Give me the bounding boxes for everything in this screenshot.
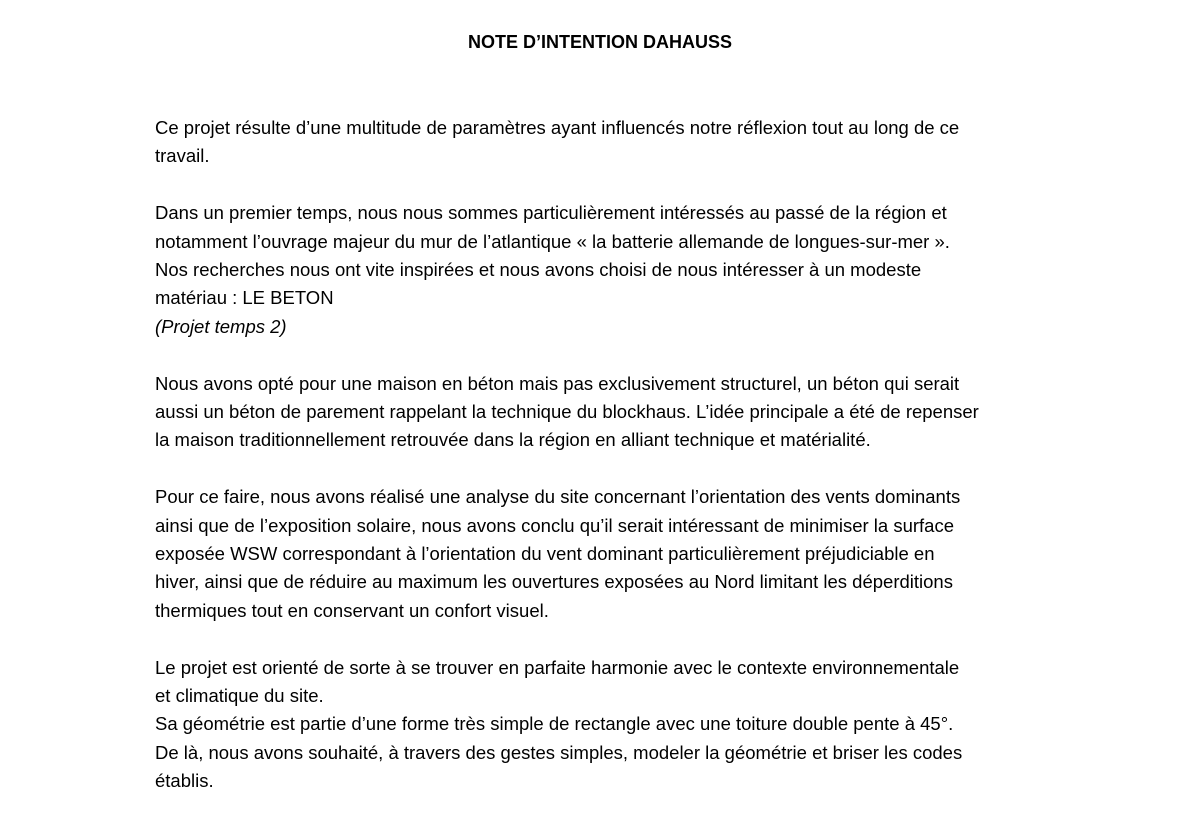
paragraph-line: thermiques tout en conservant un confort visuel.	[155, 599, 549, 621]
paragraph-line: De là, nous avons souhaité, à travers des gestes simples, modeler la géométrie et briser les codes	[155, 741, 963, 763]
document-title: NOTE D’INTENTION DAHAUSS	[467, 32, 732, 52]
paragraph-history	[155, 199, 1050, 341]
paragraph-orientation	[155, 654, 1050, 796]
paragraph-line: Nos recherches nous ont vite inspirées et nous avons choisi de nous intéresser à un modeste	[155, 259, 922, 281]
paragraph-site-analysis	[155, 483, 1050, 625]
paragraph-line: aussi un béton de parement rappelant la technique du blockhaus. L’idée principale a été de repenser	[155, 401, 979, 423]
paragraph-line: ainsi que de l’exposition solaire, nous avons conclu qu’il serait intéressant de minimiser la surface	[155, 514, 954, 536]
paragraph-note: (Projet temps 2)	[155, 315, 287, 337]
paragraph-line: Le projet est orienté de sorte à se trouver en parfaite harmonie avec le contexte environnementale	[155, 656, 960, 678]
paragraph-line: Dans un premier temps, nous nous sommes particulièrement intéressés au passé de la région et	[155, 202, 947, 224]
paragraph-line: hiver, ainsi que de réduire au maximum les ouvertures exposées au Nord limitant les déperditions	[155, 571, 953, 593]
paragraph-line: et climatique du site.	[155, 685, 324, 707]
paragraph-line: matériau : LE BETON	[155, 287, 334, 309]
paragraph-line: Sa géométrie est partie d’une forme très simple de rectangle avec une toiture double pente à 45°.	[155, 713, 954, 735]
document-body	[155, 114, 1050, 824]
paragraph-line: Nous avons opté pour une maison en béton mais pas exclusivement structurel, un béton qui serait	[155, 372, 960, 394]
paragraph-line: la maison traditionnellement retrouvée dans la région en alliant technique et matérialité.	[155, 429, 871, 451]
paragraph-line: Pour ce faire, nous avons réalisé une analyse du site concernant l’orientation des vents dominants	[155, 486, 961, 508]
paragraph-line: exposée WSW correspondant à l’orientation du vent dominant particulièrement préjudiciable en	[155, 543, 935, 565]
paragraph-intro	[155, 114, 1050, 171]
paragraph-line: établis.	[155, 770, 214, 792]
paragraph-concept	[155, 370, 1050, 455]
paragraph-line: Ce projet résulte d’une multitude de paramètres ayant influencés notre réflexion tout au long de ce	[155, 117, 960, 138]
paragraph-line: travail.	[155, 145, 210, 167]
paragraph-line: notamment l’ouvrage majeur du mur de l’atlantique « la batterie allemande de longues-sur-mer ».	[155, 230, 950, 252]
